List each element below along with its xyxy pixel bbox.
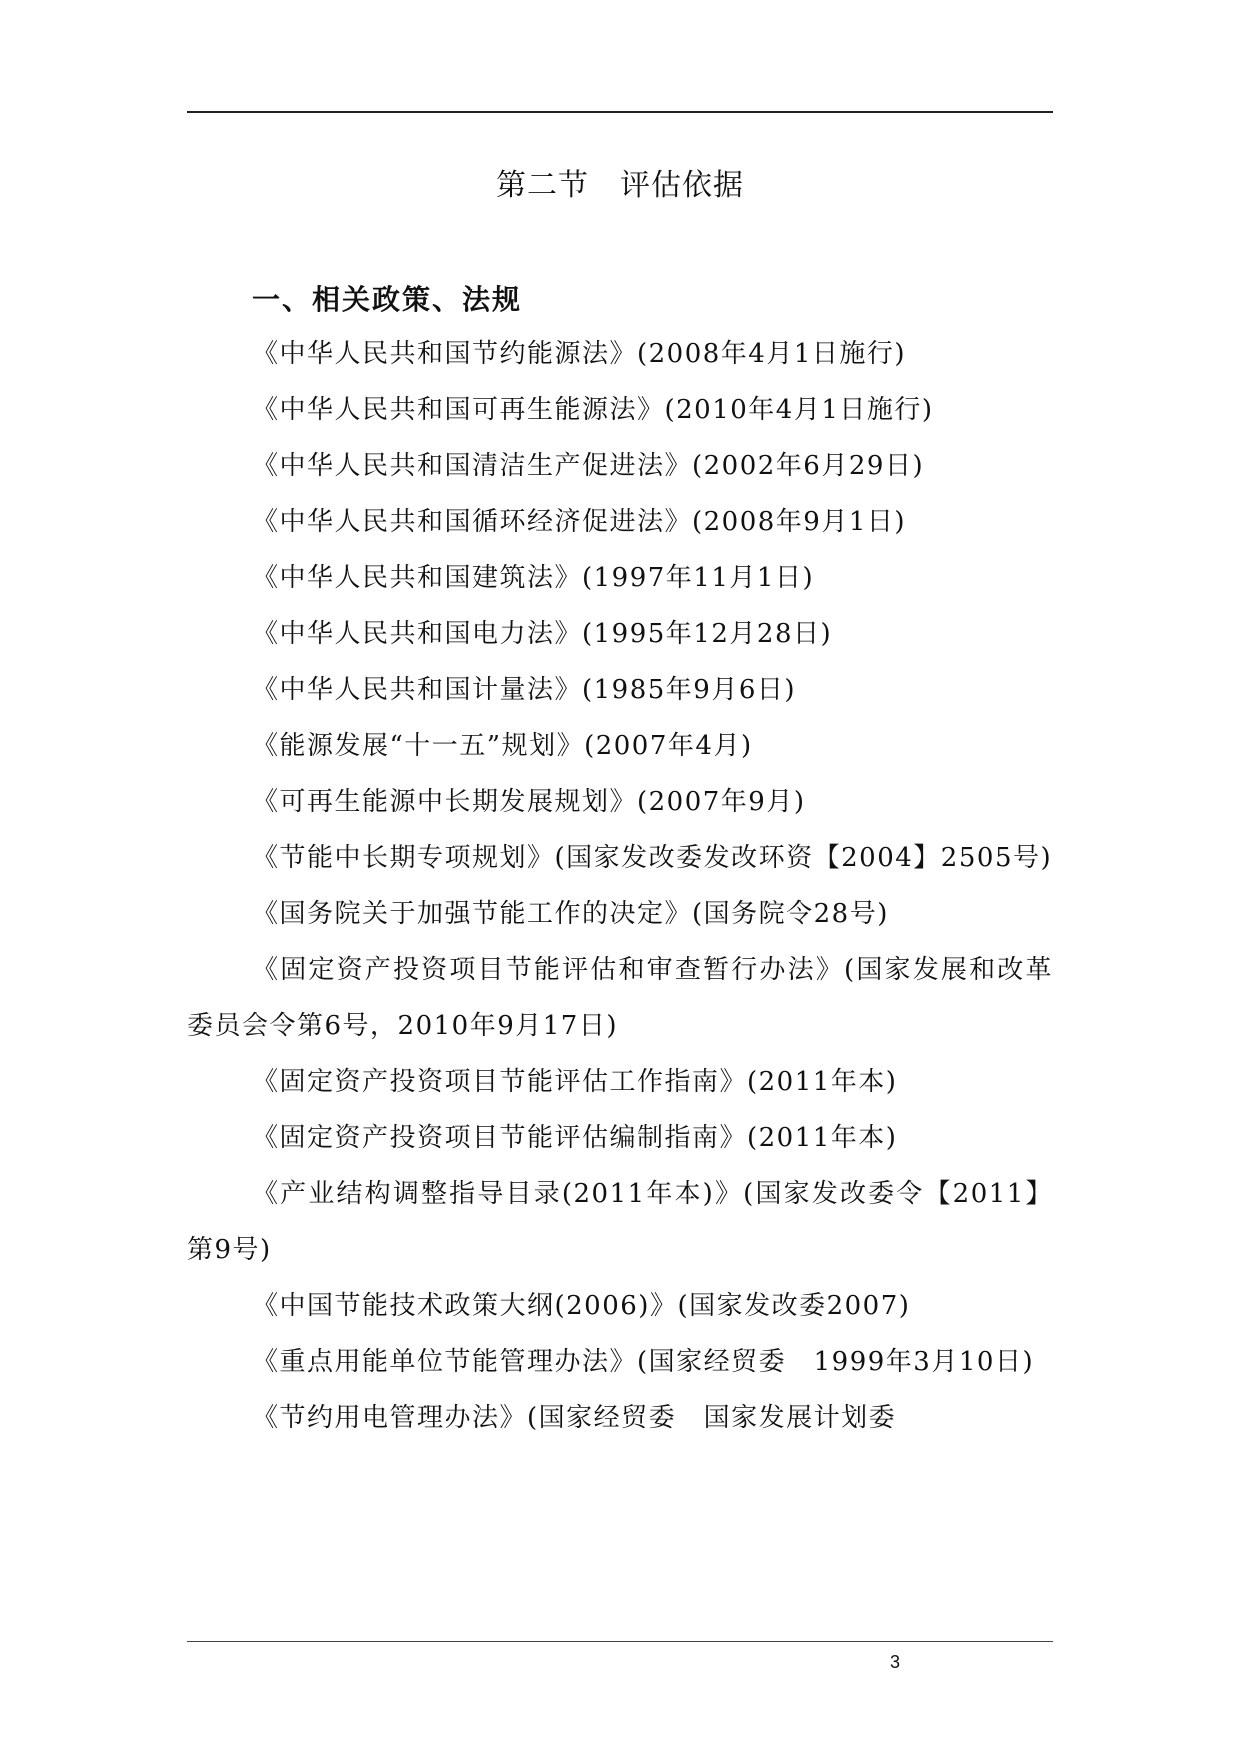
regulation-item: 《固定资产投资项目节能评估和审查暂行办法》(国家发展和改革委员会令第6号，2010年9月17日) (187, 955, 1053, 1041)
regulation-item: 《中华人民共和国可再生能源法》(2010年4月1日施行) (252, 395, 934, 425)
regulation-item: 《固定资产投资项目节能评估编制指南》(2011年本) (252, 1123, 898, 1153)
regulation-item: 《中华人民共和国电力法》(1995年12月28日) (252, 619, 833, 649)
regulation-item: 《中华人民共和国循环经济促进法》(2008年9月1日) (252, 507, 907, 537)
regulation-item: 《可再生能源中长期发展规划》(2007年9月) (252, 787, 806, 817)
subheading: 一、相关政策、法规 (252, 283, 523, 316)
regulation-list (187, 326, 1053, 1446)
regulation-item: 《中华人民共和国建筑法》(1997年11月1日) (252, 563, 815, 593)
regulation-item: 《节约用电管理办法》(国家经贸委 国家发展计划委 (252, 1403, 897, 1433)
regulation-item: 《中华人民共和国节约能源法》(2008年4月1日施行) (252, 339, 907, 369)
regulation-item: 《产业结构调整指导目录(2011年本)》(国家发改委令【2011】第9号) (187, 1179, 1053, 1265)
regulation-item: 《能源发展“十一五”规划》(2007年4月) (252, 731, 753, 761)
regulation-item: 《中国节能技术政策大纲(2006)》(国家发改委2007) (252, 1291, 911, 1321)
regulation-item: 《中华人民共和国清洁生产促进法》(2002年6月29日) (252, 451, 925, 481)
regulation-item: 《中华人民共和国计量法》(1985年9月6日) (252, 675, 797, 705)
regulation-item: 《国务院关于加强节能工作的决定》(国务院令28号) (252, 899, 889, 929)
header-rule (187, 111, 1053, 113)
page-number: 3 (889, 1652, 900, 1672)
regulation-item: 《节能中长期专项规划》(国家发改委发改环资【2004】2505号) (252, 843, 1053, 873)
regulation-item: 《重点用能单位节能管理办法》(国家经贸委 1999年3月10日) (252, 1347, 1035, 1377)
section-title: 第二节 评估依据 (496, 168, 744, 203)
footer-rule (187, 1641, 1053, 1642)
regulation-item: 《固定资产投资项目节能评估工作指南》(2011年本) (252, 1067, 898, 1097)
